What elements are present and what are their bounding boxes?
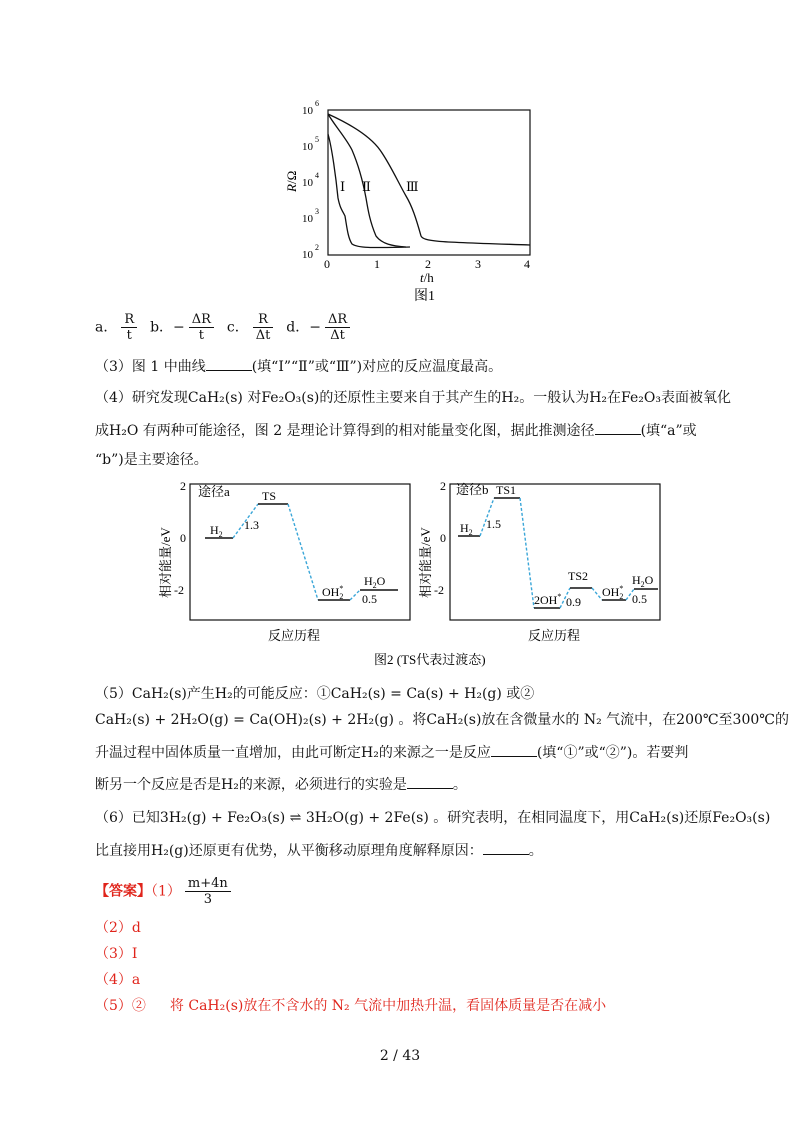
fig1-ytick-exp-0: 2 <box>315 243 319 252</box>
fig1-caption: 图1 <box>414 289 435 304</box>
fig1-label-II: Ⅱ <box>362 179 371 194</box>
fig1-xtick-4: 4 <box>524 257 530 271</box>
fig2b-x-label: 反应历程 <box>528 628 581 643</box>
fig2b-ytick-0: 0 <box>440 531 446 545</box>
question-4-line-2 <box>95 420 697 441</box>
fig2a-barrier: 1.3 <box>244 518 259 532</box>
fig1-curve-III <box>328 114 530 245</box>
option-d-num: ΔR <box>325 312 350 328</box>
fig1-ytick-exp-4: 6 <box>315 99 319 108</box>
option-c-label: c． <box>226 319 249 336</box>
answer-1-label: （1） <box>151 883 181 900</box>
fig2a-ytick-0: 0 <box>180 531 186 545</box>
answer-5-text: 将 CaH₂(s)放在不含水的 N₂ 气流中加热升温，看固体质量是否在减小 <box>169 998 607 1014</box>
question-6-line-1: （6）已知3H₂(g) + Fe₂O₃(s) ⇌ 3H₂O(g) + 2Fe(s) 。研究表明，在相同温度下，用CaH₂(s)还原Fe₂O₃(s) <box>95 810 771 826</box>
fig1-ytick-exp-2: 4 <box>315 171 319 180</box>
fig2a-ytick-2: 2 <box>180 479 186 493</box>
fig1-ytick-exp-3: 5 <box>315 135 319 144</box>
fig1-ytick-1: 10 <box>302 213 313 225</box>
fig2b-connector-4 <box>592 588 602 600</box>
q6-text-a: 比直接用H₂(g)还原更有优势，从平衡移动原理角度解释原因： <box>95 843 483 859</box>
fig2a-label-oh: OH* 2 <box>322 584 344 601</box>
fig2b-barrier: 1.5 <box>486 517 501 531</box>
option-c-den: Δt <box>255 328 271 343</box>
fig1-plot-frame <box>328 110 530 255</box>
question-5-line-1: （5）CaH₂(s)产生H₂的可能反应：①CaH₂(s) = Ca(s) + H₂(g) 或② <box>95 686 535 702</box>
question-6-line-2 <box>95 840 543 861</box>
answer-1-den: 3 <box>203 892 212 907</box>
answer-3: （3）Ⅰ <box>95 946 138 962</box>
option-d-frac <box>325 312 350 343</box>
fig1-label-III: Ⅲ <box>406 179 419 194</box>
q3-text-b: (填“Ⅰ”“Ⅱ”或“Ⅲ”)对应的反应温度最高。 <box>251 359 503 375</box>
fig1-ytick-0: 10 <box>302 249 313 261</box>
fig2-caption: 图2 (TS代表过渡态) <box>374 652 486 667</box>
fig1-y-tick-labels <box>302 99 319 261</box>
answer-5-label: （5）② <box>95 998 146 1014</box>
fig2-panel-b <box>418 479 660 643</box>
option-a-den: t <box>126 328 132 343</box>
q6-text-b: 。 <box>528 843 543 859</box>
figure-2-energy-diagrams <box>150 472 670 672</box>
fig2a-x-label: 反应历程 <box>268 628 321 643</box>
fig2b-title: 途径b <box>456 482 489 497</box>
fig1-xtick-2: 2 <box>425 257 431 271</box>
q5-text-c: 断另一个反应是否是H₂的来源，必须进行的实验是 <box>95 777 407 793</box>
fig1-xtick-0: 0 <box>324 257 330 271</box>
q5-text-b: (填“①”或“②”)。若要判 <box>536 745 689 761</box>
question-5-line-2: CaH₂(s) + 2H₂O(g) = Ca(OH)₂(s) + 2H₂(g) 。将CaH₂(s)放在含微量水的 N₂ 气流中，在200℃至300℃的 <box>95 712 789 728</box>
q3-blank[interactable] <box>206 356 252 371</box>
option-b-den: t <box>198 328 204 343</box>
fig2a-title: 途径a <box>198 484 230 499</box>
answer-4: （4）a <box>95 972 141 988</box>
question-5-line-4 <box>95 774 467 795</box>
fig2a-ytick-neg2: -2 <box>174 583 184 597</box>
q3-text-a: （3）图 1 中曲线 <box>95 359 206 375</box>
q6-blank[interactable] <box>483 840 529 855</box>
fig2a-connector-2 <box>288 504 318 600</box>
fig1-ytick-4: 10 <box>302 105 313 117</box>
q4-text-a: 成H₂O 有两种可能途径，图 2 是理论计算得到的相对能量变化图，据此推测途径 <box>95 423 595 439</box>
fig2a-connector-3 <box>350 590 360 600</box>
fig2a-label-h2: $H_2$ <box>210 523 223 539</box>
fig2a-label-h2o: $H_2O$ <box>364 574 386 590</box>
fig1-x-tick-labels <box>324 257 530 271</box>
answer-1-frac <box>185 876 231 907</box>
fig2a-diff: 0.5 <box>362 592 377 606</box>
fig2b-label-2oh: 2OH* <box>534 592 562 607</box>
fig2b-diff: 0.5 <box>632 592 647 606</box>
answer-5 <box>95 996 606 1016</box>
q5-text-d: 。 <box>452 777 467 793</box>
q5-text-a: 升温过程中固体质量一直增加，由此可断定H₂的来源之一是反应 <box>95 745 491 761</box>
fig2b-barrier2: 0.9 <box>566 595 581 609</box>
question-3 <box>95 356 502 377</box>
answer-2: （2）d <box>95 920 141 936</box>
answer-tag: 【答案】 <box>95 883 151 900</box>
fig2b-label-h2: $H_2$ <box>460 521 473 537</box>
option-b-frac <box>189 312 214 343</box>
q5-blank-2[interactable] <box>407 774 453 789</box>
fig2b-label-ts2: TS2 <box>568 569 589 583</box>
option-b-sign: − <box>173 319 185 336</box>
fig2b-ytick-2: 2 <box>440 479 446 493</box>
fig2b-connector-2 <box>520 498 534 608</box>
answer-1 <box>95 876 235 907</box>
option-d-den: Δt <box>330 328 345 343</box>
fig2-panel-a <box>158 479 410 643</box>
option-b-label: b． <box>150 319 174 336</box>
option-c-num: R <box>253 312 274 328</box>
option-c-frac <box>253 312 274 343</box>
fig2b-label-oh: OH* 2 <box>602 584 624 601</box>
option-a-num: R <box>121 312 137 328</box>
fig1-ytick-exp-1: 3 <box>315 207 319 216</box>
page-number: 2 / 43 <box>379 1048 421 1064</box>
fig2a-frame <box>190 484 410 620</box>
fig2b-y-label: 相对能量/eV <box>418 527 433 598</box>
question-4-line-3: “b”)是主要途径。 <box>95 452 208 468</box>
answer-options <box>95 312 354 343</box>
q5-blank-1[interactable] <box>491 742 537 757</box>
option-a-frac <box>121 312 137 343</box>
q4-text-b: (填“a”或 <box>640 423 697 439</box>
q4-blank[interactable] <box>595 420 641 435</box>
fig1-ytick-3: 10 <box>302 141 313 153</box>
fig1-xtick-1: 1 <box>374 257 380 271</box>
option-a-label: a． <box>95 319 118 336</box>
fig2b-label-ts1: TS1 <box>496 483 517 497</box>
question-5-line-3 <box>95 742 688 763</box>
fig1-y-label: R/Ω <box>284 170 299 192</box>
fig1-x-label: t/h <box>420 270 434 285</box>
option-d-label: d． <box>286 319 310 336</box>
fig2a-label-ts: TS <box>262 489 277 503</box>
answer-1-num: m+4n <box>185 876 231 892</box>
question-4-line-1: （4）研究发现CaH₂(s) 对Fe₂O₃(s)的还原性主要来自于其产生的H₂。一般认为H₂在Fe₂O₃表面被氧化 <box>95 390 731 406</box>
fig2a-y-label: 相对能量/eV <box>158 527 173 598</box>
option-b-num: ΔR <box>189 312 214 328</box>
fig1-label-I: Ⅰ <box>340 179 346 194</box>
fig2b-ytick-neg2: -2 <box>434 583 444 597</box>
figure-1-chart <box>280 98 540 308</box>
option-d-sign: − <box>309 319 321 336</box>
fig1-xtick-3: 3 <box>475 257 481 271</box>
fig1-ytick-2: 10 <box>302 177 313 189</box>
fig2b-label-h2o: $H_2O$ <box>632 573 654 589</box>
